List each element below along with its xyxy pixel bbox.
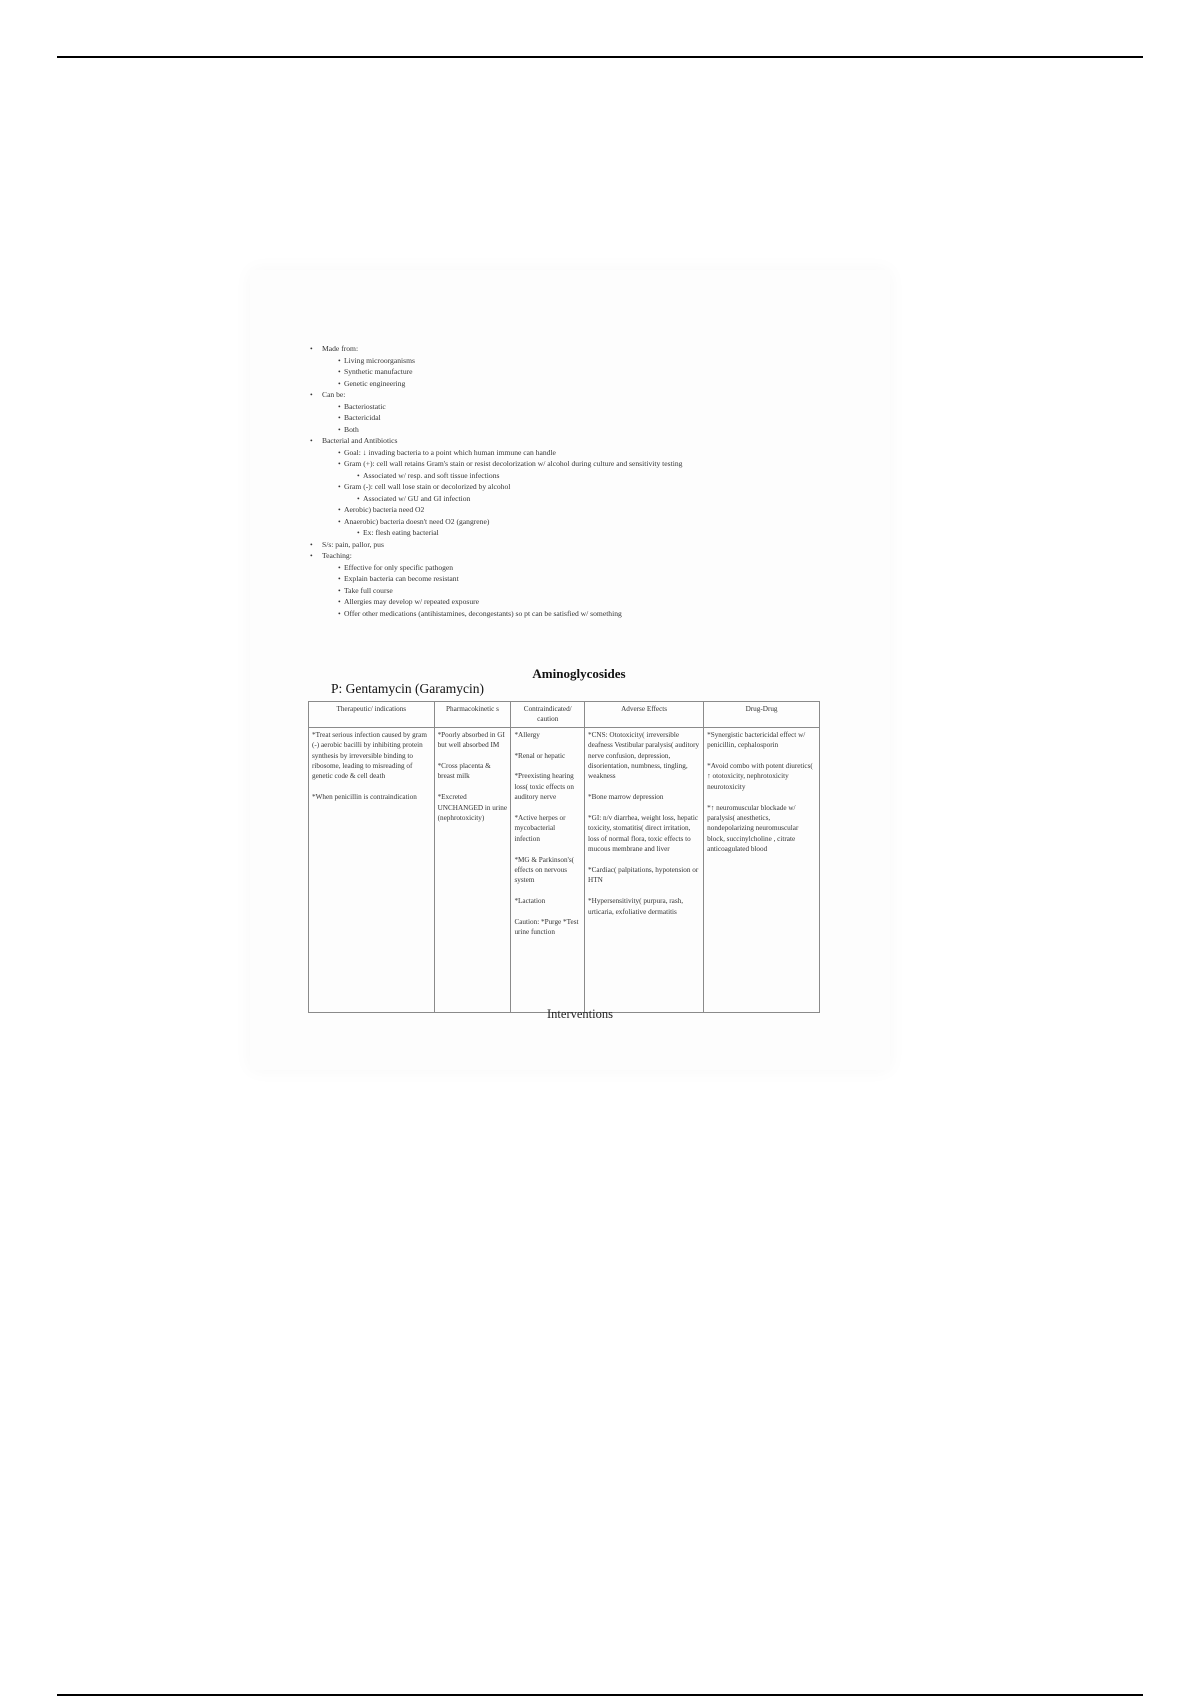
cell-contraindicated bbox=[511, 727, 585, 1012]
list-item: • S/s: pain, pallor, pus bbox=[316, 539, 876, 551]
list-item: • Genetic engineering bbox=[316, 378, 876, 390]
list-item: • Synthetic manufacture bbox=[316, 366, 876, 378]
cell-entry: *Bone marrow depression bbox=[588, 793, 664, 802]
cell-entry: *Allergy bbox=[514, 730, 540, 739]
list-item: • Aerobic) bacteria need O2 bbox=[316, 504, 876, 516]
header-therapeutic: Therapeutic/ indications bbox=[309, 702, 435, 728]
list-item: • Bactericidal bbox=[316, 412, 876, 424]
drug-subheading: P: Gentamycin (Garamycin) bbox=[331, 681, 484, 696]
section-heading: Aminoglycosides bbox=[532, 666, 626, 681]
cell-entry: *When penicillin is contraindication bbox=[312, 793, 417, 802]
interventions-label: Interventions bbox=[547, 1007, 613, 1021]
bullet-list bbox=[316, 343, 876, 619]
list-item: • Bacteriostatic bbox=[316, 401, 876, 413]
cell-entry: *CNS: Ototoxicity( irreversible deafness Vestibular paralysis( auditory nerve confusion, depression, disorientation, numbness, tingling, weakness bbox=[588, 730, 700, 781]
cell-entry: *Treat serious infection caused by gram (-) aerobic bacilli by inhibiting protein synthesis by irreversible binding to ribosome, leading to misreading of genetic code & cell death bbox=[312, 730, 427, 781]
list-item: • Both bbox=[316, 424, 876, 436]
cell-entry: *Poorly absorbed in GI but well absorbed IM bbox=[437, 730, 505, 750]
list-item: • Associated w/ resp. and soft tissue infections bbox=[316, 470, 876, 482]
list-item: • Effective for only specific pathogen bbox=[316, 562, 876, 574]
cell-entry: *Renal or hepatic bbox=[514, 751, 566, 760]
cell-entry: *MG & Parkinson's( effects on nervous system bbox=[514, 855, 575, 885]
header-pharmacokinetics: Pharmacokinetic s bbox=[434, 702, 511, 728]
list-item: • Associated w/ GU and GI infection bbox=[316, 493, 876, 505]
list-item: • Can be: bbox=[316, 389, 876, 401]
list-item: • Bacterial and Antibiotics bbox=[316, 435, 876, 447]
list-item: • Living microorganisms bbox=[316, 355, 876, 367]
list-item: • Gram (+): cell wall retains Gram's stain or resist decolorization w/ alcohol during culture and sensitivity testing bbox=[316, 458, 876, 470]
table-row bbox=[309, 727, 820, 1012]
cell-entry: *Cardiac( palpitations, hypotension or HTN bbox=[588, 866, 699, 885]
header-contraindicated: Contraindicated/ caution bbox=[511, 702, 585, 728]
cell-entry: *Synergistic bactericidal effect w/ penicillin, cephalosporin bbox=[707, 730, 806, 750]
header-adverse-effects: Adverse Effects bbox=[585, 702, 704, 728]
cell-entry: *Excreted UNCHANGED in urine (nephrotoxicity) bbox=[437, 793, 508, 823]
header-rule bbox=[57, 56, 1143, 58]
cell-entry: *Lactation bbox=[514, 897, 546, 906]
cell-therapeutic bbox=[309, 727, 435, 1012]
cell-drug-drug bbox=[704, 727, 820, 1012]
cell-entry: *Cross placenta & breast milk bbox=[437, 762, 491, 781]
list-item: • Teaching: bbox=[316, 550, 876, 562]
cell-entry: *GI: n/v diarrhea, weight loss, hepatic toxicity, stomatitis( direct irritation, loss of normal flora, toxic effects to mucous membrane and liver bbox=[588, 814, 699, 854]
table-header-row bbox=[309, 702, 820, 728]
cell-entry: *Preexisting hearing loss( toxic effects on auditory nerve bbox=[514, 772, 574, 802]
scanned-page-image bbox=[250, 270, 890, 1070]
cell-entry: *↑ neuromuscular blockade w/ paralysis( anesthetics, nondepolarizing neuromuscular block, succinylcholine , citrate anticoagulated blood bbox=[707, 803, 799, 854]
list-item: • Made from: bbox=[316, 343, 876, 355]
list-item: • Anaerobic) bacteria doesn't need O2 (gangrene) bbox=[316, 516, 876, 528]
cell-entry: *Hypersensitivity( purpura, rash, urticaria, exfoliative dermatitis bbox=[588, 897, 684, 916]
drug-table bbox=[308, 701, 820, 1013]
list-item: • Take full course bbox=[316, 585, 876, 597]
list-item: • Goal: ↓ invading bacteria to a point which human immune can handle bbox=[316, 447, 876, 459]
list-item: • Offer other medications (antihistamines, decongestants) so pt can be satisfied w/ something bbox=[316, 608, 876, 620]
list-item: • Ex: flesh eating bacterial bbox=[316, 527, 876, 539]
list-item: • Gram (-): cell wall lose stain or decolorized by alcohol bbox=[316, 481, 876, 493]
footer-rule bbox=[57, 1694, 1143, 1696]
list-item: • Allergies may develop w/ repeated exposure bbox=[316, 596, 876, 608]
cell-pharmacokinetics bbox=[434, 727, 511, 1012]
cell-adverse-effects bbox=[585, 727, 704, 1012]
cell-entry: *Active herpes or mycobacterial infection bbox=[514, 814, 566, 843]
list-item: • Explain bacteria can become resistant bbox=[316, 573, 876, 585]
header-drug-drug: Drug-Drug bbox=[704, 702, 820, 728]
cell-entry: *Avoid combo with potent diuretics( ↑ ototoxicity, nephrotoxicity neurotoxicity bbox=[707, 762, 813, 791]
cell-entry: Caution: *Purge *Test urine function bbox=[514, 918, 579, 937]
